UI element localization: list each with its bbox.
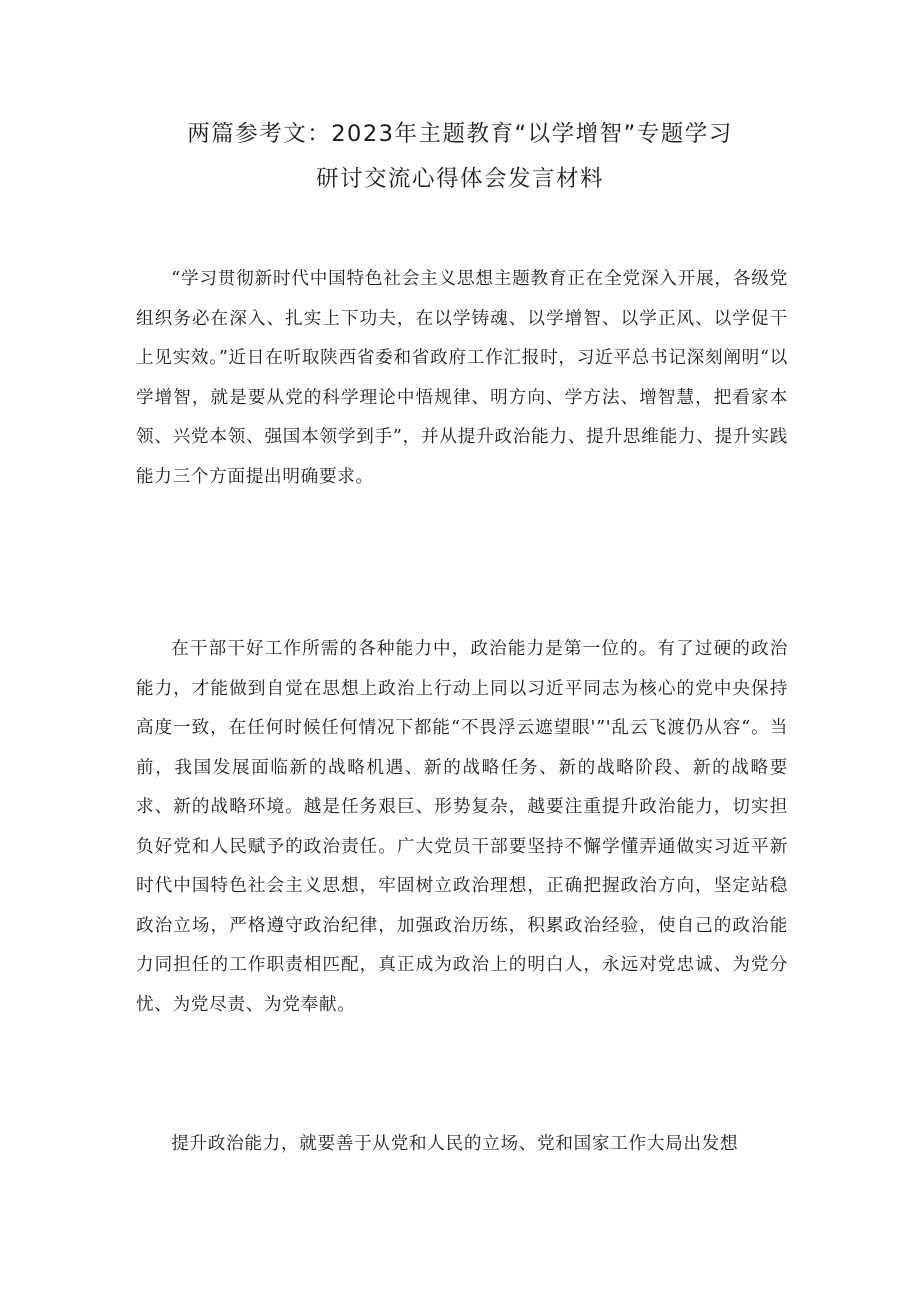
paragraph-3: 提升政治能力，就要善于从党和人民的立场、党和国家工作大局出发想 bbox=[171, 1134, 739, 1154]
document-title bbox=[100, 112, 820, 202]
paragraph-1: “学习贯彻新时代中国特色社会主义思想主题教育正在全党深入开展，各级党组织务必在深入、扎实上下功夫，在以学铸魂、以学增智、以学正风、以学促干上见实效。”近日在听取陕西省委和省政府工作汇报时，习近平总书记深刻阐明“以学增智，就是要从党的科学理论中悟规律、明方向、学方法、增智慧，把看家本领、兴党本领、强国本领学到手”，并从提升政治能力、提升思维能力、提升实践能力三个方面提出明确要求。 bbox=[136, 269, 788, 487]
paragraph-2: 在干部干好工作所需的各种能力中，政治能力是第一位的。有了过硬的政治能力，才能做到自觉在思想上政治上行动上同以习近平同志为核心的党中央保持高度一致，在任何时候任何情况下都能“不畏浮云遮望眼'”'乱云飞渡仍从容“。当前，我国发展面临新的战略机遇、新的战略任务、新的战略阶段、新的战略要求、新的战略环境。越是任务艰巨、形势复杂，越要注重提升政治能力，切实担负好党和人民赋予的政治责任。广大党员干部要坚持不懈学懂弄通做实习近平新时代中国特色社会主义思想，牢固树立政治理想，正确把握政治方向，坚定站稳政治立场，严格遵守政治纪律，加强政治历练，积累政治经验，使自己的政治能力同担任的工作职责相匹配，真正成为政治上的明白人，永远对党忠诚、为党分忧、为党尽责、为党奉献。 bbox=[136, 639, 788, 1015]
title-line-1: 两篇参考文：2023年主题教育“以学增智”专题学习 bbox=[187, 121, 733, 147]
title-line-2: 研讨交流心得体会发言材料 bbox=[315, 166, 604, 192]
